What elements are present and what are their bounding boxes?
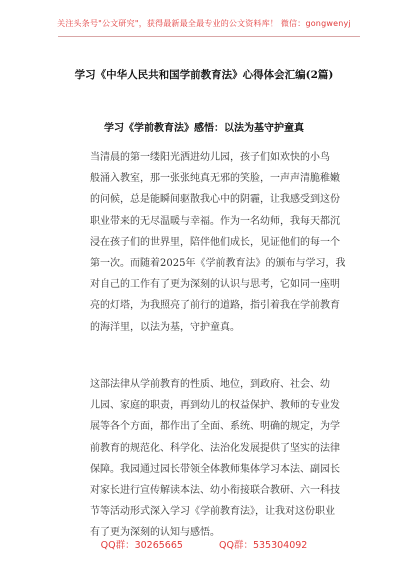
paragraph-line: 职业带来的无尽温暖与幸福。作为一名幼师，我每天都沉	[90, 215, 340, 227]
section-title: 学习《学前教育法》感悟：以法为基守护童真	[104, 123, 304, 134]
paragraph-1	[90, 147, 346, 338]
paragraph-line: 节等活动形式深入学习《学前教育法》，让我对这份职业	[90, 506, 335, 518]
header-banner: 关注头条号"公文研究"，获得最新最全最专业的公文资料库！ 微信：gongwenyj	[57, 19, 351, 28]
paragraph-line: 亮的灯塔，为我照亮了前行的道路，指引着我在学前教育	[90, 300, 340, 312]
footer	[0, 537, 408, 551]
paragraph-line: 保障。我园通过园长带领全体教师集体学习本法、副园长	[90, 463, 340, 475]
paragraph-line: 有了更为深刻的认知与感悟。	[90, 527, 220, 539]
document-title: 学习《中华人民共和国学前教育法》心得体会汇编(2篇)	[74, 69, 334, 81]
paragraph-line: 展等各个方面，都作出了全面、系统、明确的规定，为学	[90, 421, 340, 433]
paragraph-line: 这部法律从学前教育的性质、地位，到政府、社会、幼	[90, 379, 330, 390]
paragraph-line: 对自己的工作有了更为深刻的认识与思考，它如同一座明	[90, 279, 340, 291]
footer-qq-group-2: QQ群：535304092	[219, 540, 308, 551]
paragraph-line: 对家长进行宣传解读本法、幼小衔接联合教研、六一科技	[90, 485, 340, 497]
paragraph-line: 前教育的规范化、科学化、法治化发展提供了坚实的法律	[90, 442, 340, 454]
paragraph-2	[90, 374, 342, 544]
paragraph-line: 的海洋里，以法为基，守护童真。	[90, 321, 240, 333]
paragraph-line: 的问候，总是能瞬间驱散我心中的阴霾，让我感受到这份	[90, 194, 340, 206]
paragraph-line: 浸在孩子们的世界里，陪伴他们成长，见证他们的每一个	[90, 236, 340, 248]
paragraph-line: 儿园、家庭的职责，再到幼儿的权益保护、教师的专业发	[90, 400, 340, 412]
header-divider	[58, 36, 360, 37]
paragraph-line: 当清晨的第一缕阳光洒进幼儿园，孩子们如欢快的小鸟	[90, 152, 330, 163]
footer-qq-group-1: QQ群：30265665	[100, 540, 183, 551]
paragraph-line: 般涌入教室，那一张张纯真无邪的笑脸，一声声清脆稚嫩	[90, 173, 340, 185]
paragraph-line: 第一次。而随着2025年《学前教育法》的颁布与学习，我	[90, 258, 346, 270]
